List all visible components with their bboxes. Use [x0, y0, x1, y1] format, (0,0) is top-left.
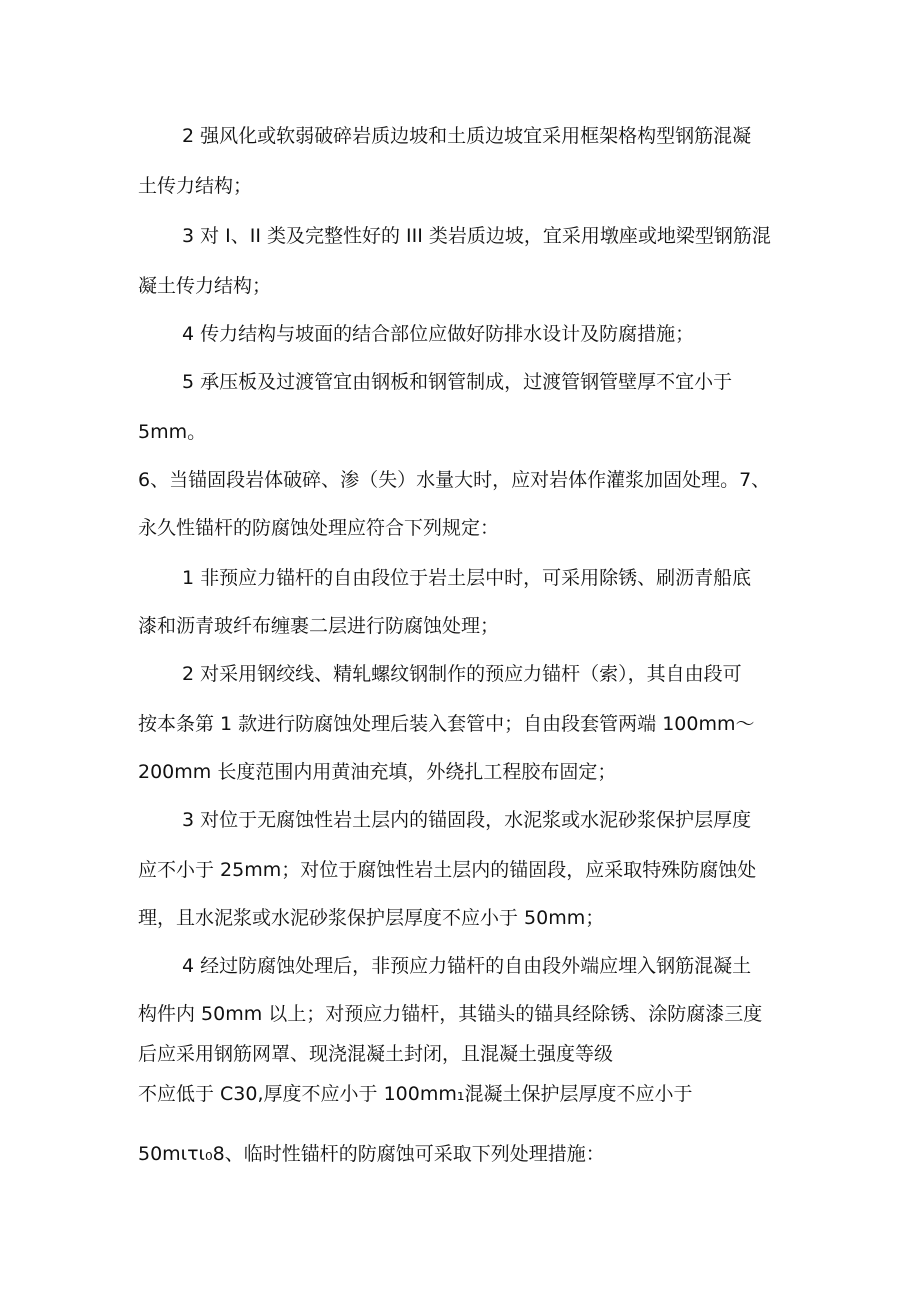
text-line: 理，且水泥浆或水泥砂浆保护层厚度不应小于 50mm； — [138, 907, 605, 929]
text-line: 5mm。 — [138, 421, 207, 443]
text-line: 土传力结构； — [138, 175, 253, 197]
text-line: 凝土传力结构； — [138, 275, 272, 297]
text-line: 3 对 I、II 类及完整性好的 III 类岩质边坡，宜采用墩座或地梁型钢筋混 — [182, 225, 771, 247]
text-line: 3 对位于无腐蚀性岩土层内的锚固段，水泥浆或水泥砂浆保护层厚度 — [182, 809, 752, 831]
text-line: 2 强风化或软弱破碎岩质边坡和土质边坡宜采用框架格构型钢筋混凝 — [182, 125, 752, 147]
text-line: 构件内 50mm 以上；对预应力锚杆，其锚头的锚具经除锈、涂防腐漆三度 — [138, 1003, 763, 1025]
text-line: 后应采用钢筋网罩、现浇混凝土封闭，且混凝土强度等级 — [138, 1043, 614, 1065]
text-line: 1 非预应力锚杆的自由段位于岩土层中时，可采用除锈、刷沥青船底 — [182, 567, 752, 589]
text-line: 6、当锚固段岩体破碎、渗（失）水量大时，应对岩体作灌浆加固处理。7、 — [138, 469, 771, 491]
text-line: 按本条第 1 款进行防腐蚀处理后装入套管中；自由段套管两端 100mm〜 — [138, 713, 755, 735]
text-line: 永久性锚杆的防腐蚀处理应符合下列规定： — [138, 517, 500, 539]
text-line: 4 经过防腐蚀处理后，非预应力锚杆的自由段外端应埋入钢筋混凝土 — [182, 955, 752, 977]
text-line: 200mm 长度范围内用黄油充填，外绕扎工程胶布固定； — [138, 761, 617, 783]
text-line: 4 传力结构与坡面的结合部位应做好防排水设计及防腐措施； — [182, 323, 695, 345]
text-line: 不应低于 C30,厚度不应小于 100mm₁混凝土保护层厚度不应小于 — [138, 1083, 693, 1105]
text-line: 2 对采用钢绞线、精轧螺纹钢制作的预应力锚杆（索），其自由段可 — [182, 663, 742, 685]
text-line: 50mιτι₀8、临时性锚杆的防腐蚀可采取下列处理措施： — [138, 1143, 605, 1165]
text-line: 应不小于 25mm；对位于腐蚀性岩土层内的锚固段，应采取特殊防腐蚀处 — [138, 859, 757, 881]
text-line: 5 承压板及过渡管宜由钢板和钢管制成，过渡管钢管壁厚不宜小于 — [182, 371, 733, 393]
text-line: 漆和沥青玻纤布缠裹二层进行防腐蚀处理； — [138, 615, 500, 637]
